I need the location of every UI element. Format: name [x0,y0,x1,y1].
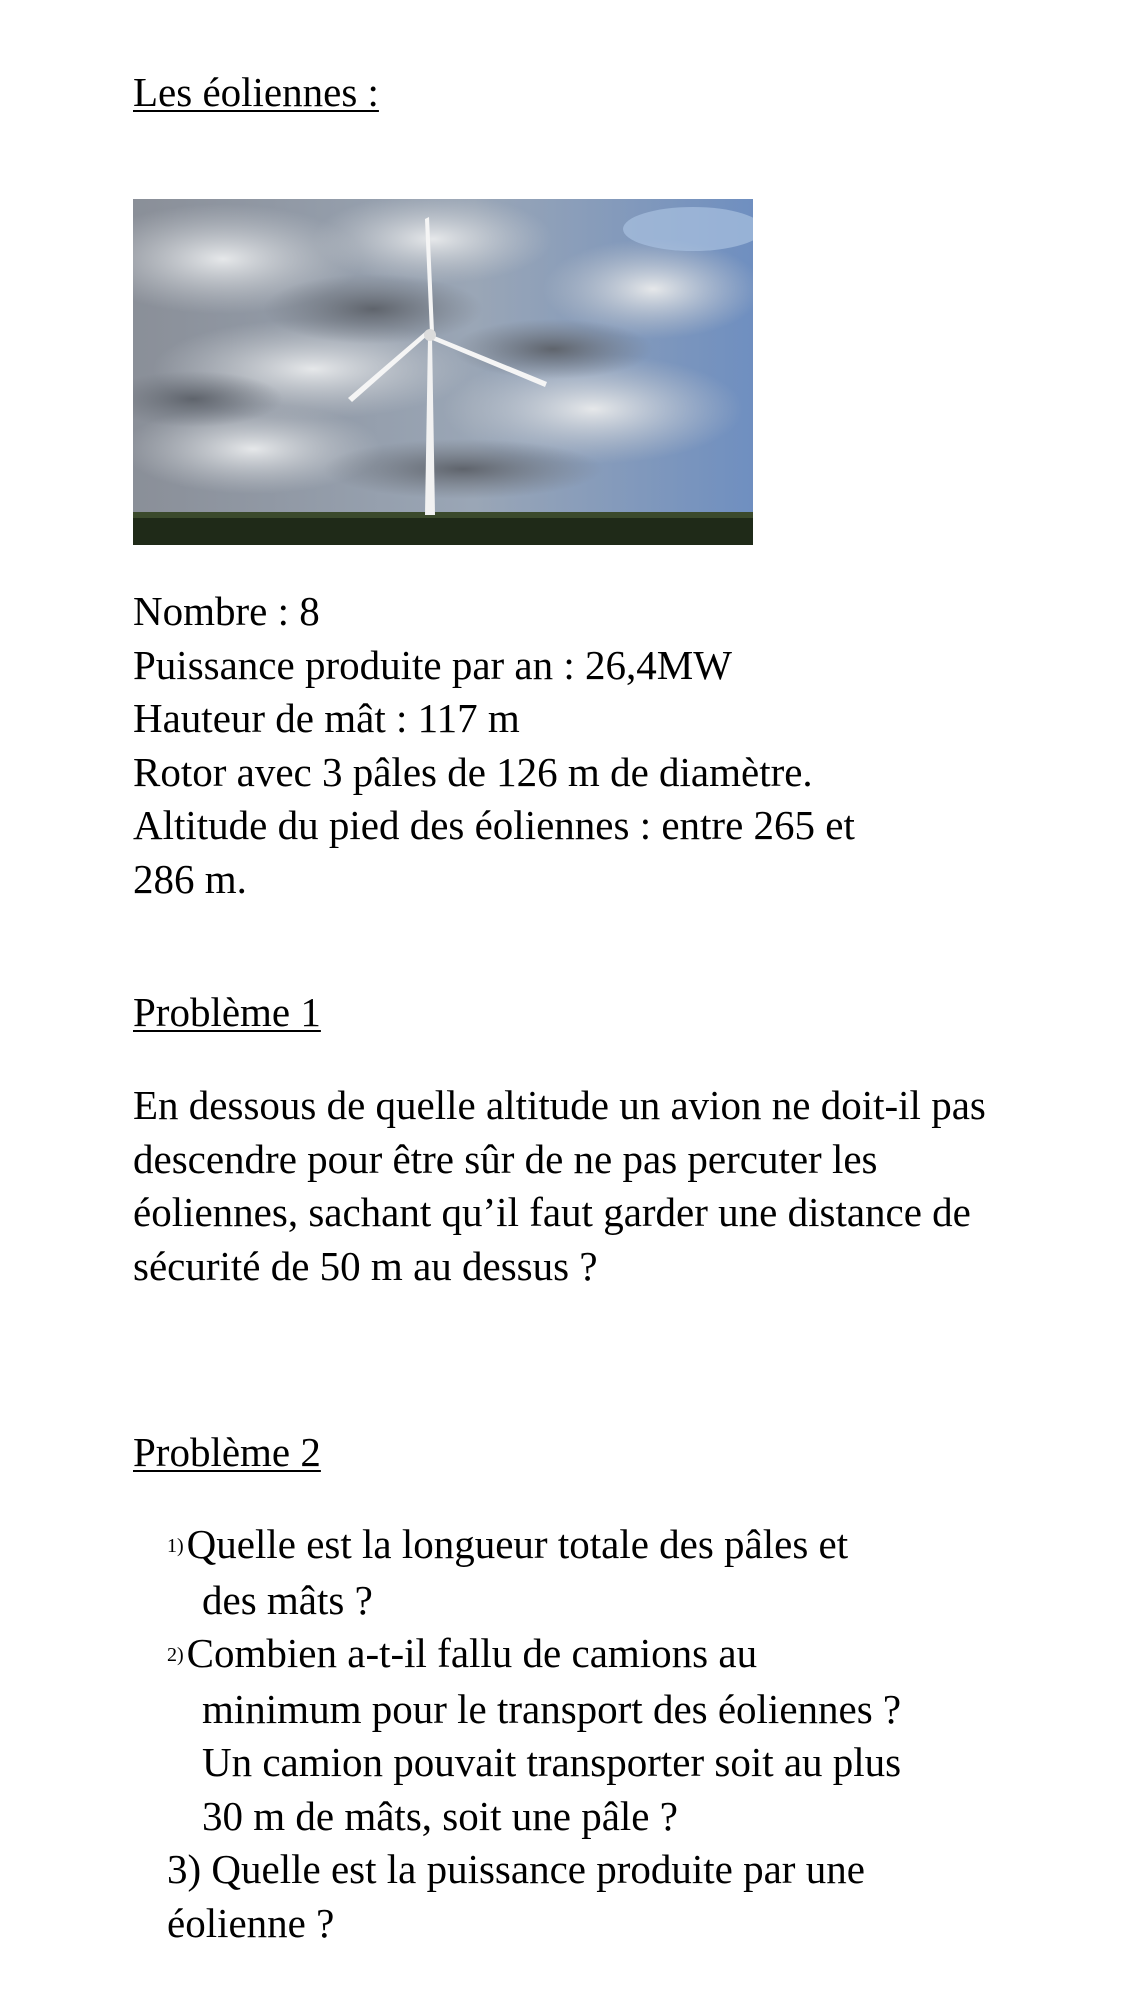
fact-altitude: Altitude du pied des éoliennes : entre 265 et [133,802,855,848]
problem-2-questions [167,1518,1007,1950]
question-1-line-2: des mâts ? [202,1576,373,1623]
fact-rotor: Rotor avec 3 pâles de 126 m de diamètre. [133,748,813,795]
problem-1-heading: Problème 1 [133,989,321,1035]
question-2-line-4: 30 m de mâts, soit une pâle ? [202,1792,678,1839]
question-3-line-1: 3) Quelle est la puissance produite par une [167,1846,865,1892]
question-1-line-1: Quelle est la longueur totale des pâles et [186,1521,849,1567]
question-1-number: 1) [167,1535,184,1557]
fact-power: Puissance produite par an : 26,4MW [133,641,732,688]
question-3 [167,1843,1007,1950]
fact-count: Nombre : 8 [133,588,320,634]
question-2-line-2: minimum pour le transport des éoliennes ? [202,1685,902,1732]
question-3-line-2: éolienne ? [167,1899,335,1946]
problem-2-heading: Problème 2 [133,1429,321,1475]
question-2-number: 2) [167,1644,184,1666]
facts-list [133,585,1013,906]
fact-altitude-continued: 286 m. [133,855,247,902]
question-2 [167,1627,1007,1843]
page-title: Les éoliennes : [133,69,379,115]
question-2-line-1: Combien a-t-il fallu de camions au [186,1630,758,1676]
problem-1-text: En dessous de quelle altitude un avion ne doit-il pas descendre pour être sûr de ne pas percuter les éoliennes, sachant qu’il faut garder une distance de sécurité de 50 m au dessus ? [133,1082,986,1289]
question-2-line-3: Un camion pouvait transporter soit au plus [202,1739,902,1785]
fact-mast-height: Hauteur de mât : 117 m [133,695,520,741]
wind-turbine-photo [133,199,753,545]
question-1 [167,1518,1007,1627]
